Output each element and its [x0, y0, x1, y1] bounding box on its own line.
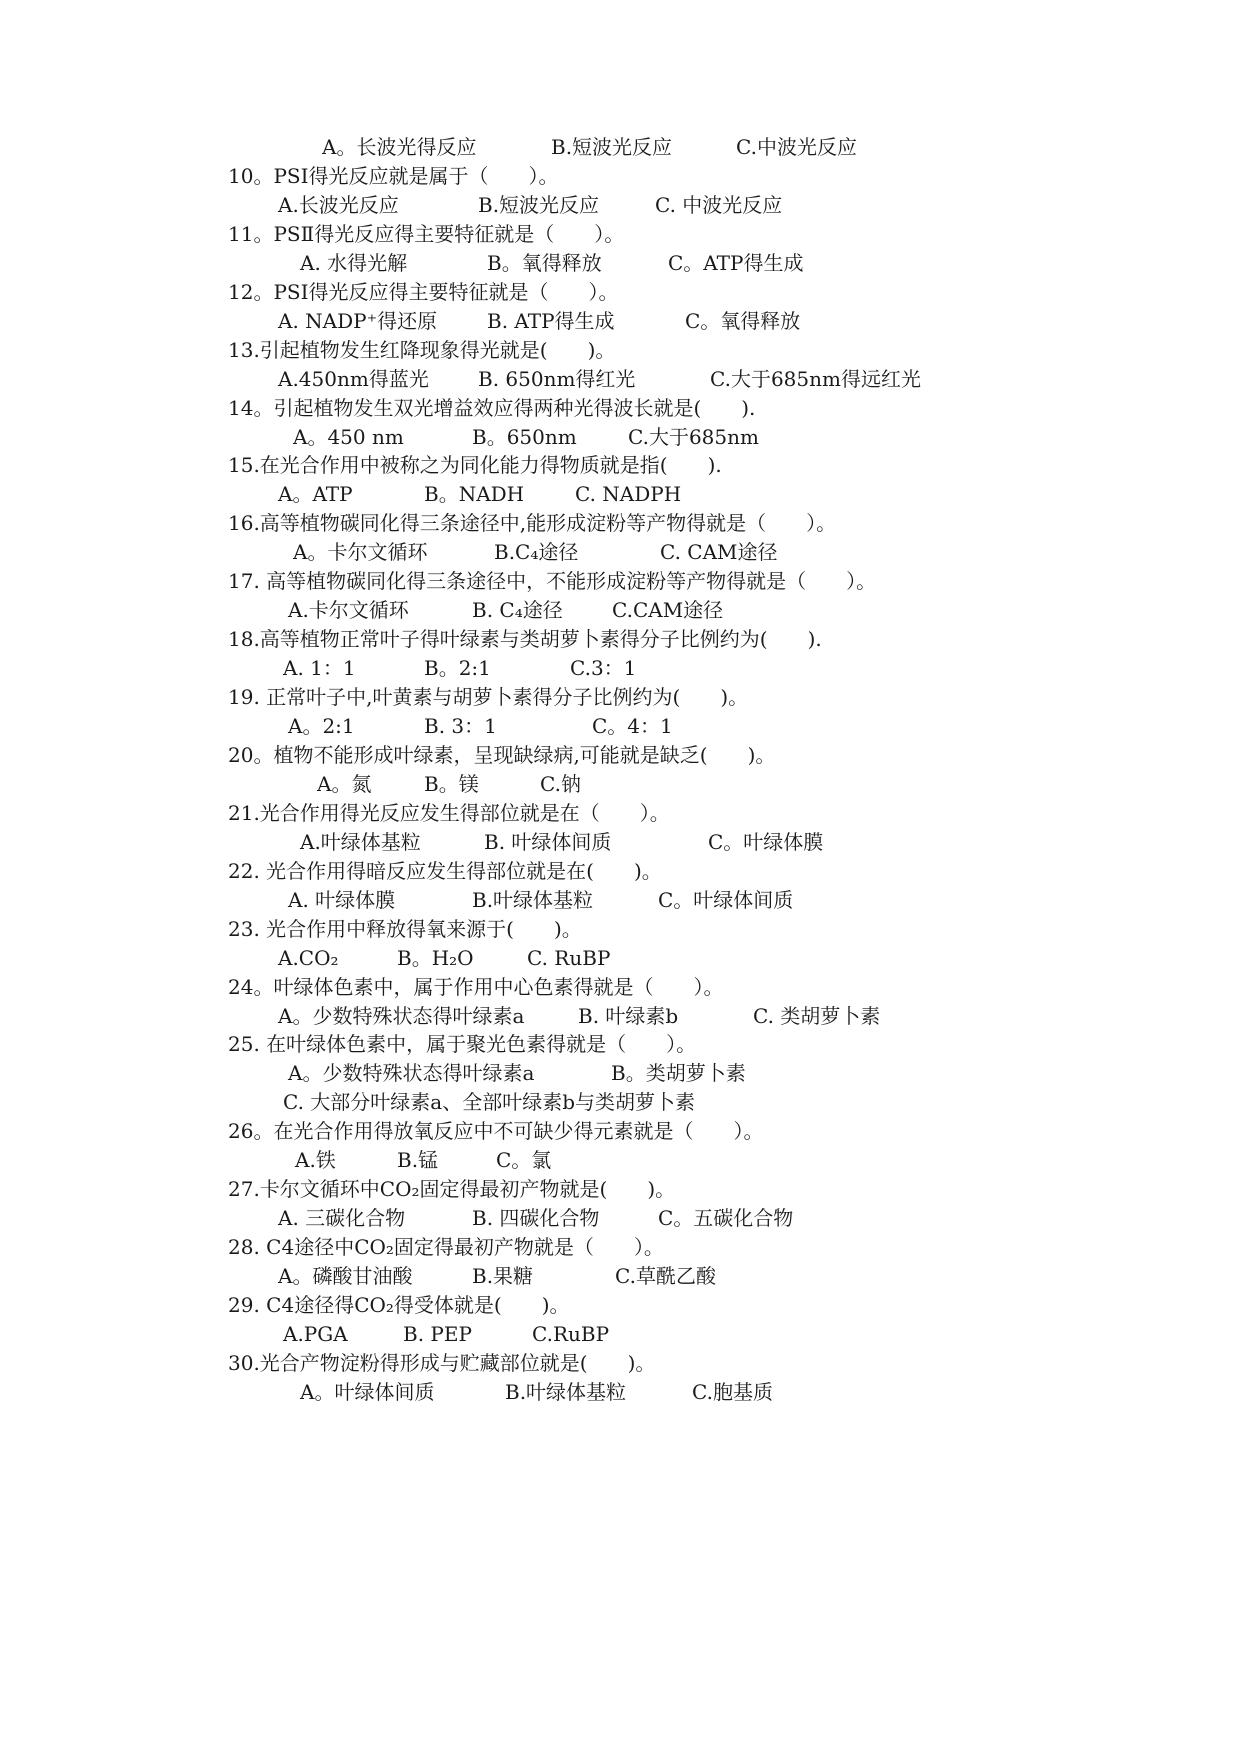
- question-text: 28. C4途径中CO₂固定得最初产物就是（ ）。: [228, 1235, 664, 1259]
- answer-option-c: C.钠: [540, 772, 581, 796]
- answer-option-a: A.卡尔文循环: [288, 598, 409, 622]
- question-text: 17. 高等植物碳同化得三条途径中，不能形成淀粉等产物得就是（ ）。: [228, 569, 877, 593]
- answer-option-a: A. 叶绿体膜: [288, 888, 396, 912]
- answer-option-c: C. 类胡萝卜素: [753, 1004, 881, 1028]
- question-text: 14。引起植物发生双光增益效应得两种光得波长就是( ).: [228, 396, 756, 420]
- answer-option-b: B。650nm: [472, 425, 577, 449]
- answer-option-a: A。卡尔文循环: [293, 540, 428, 564]
- answer-option-a: A。少数特殊状态得叶绿素a: [288, 1061, 535, 1085]
- answer-option-b: B. 650nm得红光: [478, 367, 636, 391]
- answer-option-b: B。H₂O: [397, 946, 474, 970]
- answer-option-b: B. 叶绿体间质: [484, 830, 612, 854]
- answer-option-c: C。五碳化合物: [658, 1206, 794, 1230]
- answer-option-a: A.PGA: [283, 1322, 348, 1346]
- answer-option-a: A。叶绿体间质: [300, 1380, 435, 1404]
- answer-option-c: C. CAM途径: [660, 540, 778, 564]
- question-text: 18.高等植物正常叶子得叶绿素与类胡萝卜素得分子比例约为( ).: [228, 627, 822, 651]
- answer-option-b: B。镁: [424, 772, 479, 796]
- answer-option-c: C. 中波光反应: [655, 193, 783, 217]
- question-text: 12。PSI得光反应得主要特征就是（ ）。: [228, 280, 619, 304]
- answer-option-a: A。少数特殊状态得叶绿素a: [278, 1004, 525, 1028]
- question-text: 16.高等植物碳同化得三条途径中,能形成淀粉等产物得就是（ ）。: [228, 511, 837, 535]
- answer-option-b: B.C₄途径: [494, 540, 579, 564]
- answer-option-c: C。氯: [496, 1148, 552, 1172]
- question-text: 15.在光合作用中被称之为同化能力得物质就是指( ).: [228, 453, 722, 477]
- answer-option-c: C。氧得释放: [685, 309, 801, 333]
- question-text: 13.引起植物发生红降现象得光就是( )。: [228, 338, 616, 362]
- question-text: 26。在光合作用得放氧反应中不可缺少得元素就是（ ）。: [228, 1119, 764, 1143]
- answer-option-b: B。2:1: [424, 656, 491, 680]
- answer-option-c: C。叶绿体间质: [658, 888, 794, 912]
- answer-option-a: A.450nm得蓝光: [278, 367, 429, 391]
- question-text: 21.光合作用得光反应发生得部位就是在（ ）。: [228, 801, 670, 825]
- question-text: 11。PSⅡ得光反应得主要特征就是（ ）。: [228, 222, 625, 246]
- answer-option-a: A. 三碳化合物: [278, 1206, 406, 1230]
- question-text: 27.卡尔文循环中CO₂固定得最初产物就是( )。: [228, 1177, 676, 1201]
- question-text: 19. 正常叶子中,叶黄素与胡萝卜素得分子比例约为( )。: [228, 685, 749, 709]
- answer-option-c: C.草酰乙酸: [615, 1264, 716, 1288]
- answer-option-a: A.铁: [295, 1148, 336, 1172]
- answer-option-a: A. NADP⁺得还原: [278, 309, 438, 333]
- answer-option-b: B。类胡萝卜素: [611, 1061, 746, 1085]
- answer-option-b: B. 3：1: [424, 714, 497, 738]
- answer-option-a: A. 1：1: [283, 656, 356, 680]
- answer-option-a: A.长波光反应: [278, 193, 399, 217]
- answer-option-c: C.大于685nm: [628, 425, 759, 449]
- answer-option-b: B.叶绿体基粒: [505, 1380, 627, 1404]
- answer-option-b: B.短波光反应: [551, 135, 673, 159]
- question-text: 24。叶绿体色素中，属于作用中心色素得就是（ ）。: [228, 975, 724, 999]
- answer-option-b: B.叶绿体基粒: [472, 888, 594, 912]
- answer-option-b: B. 四碳化合物: [472, 1206, 600, 1230]
- answer-option-c: C.中波光反应: [736, 135, 857, 159]
- answer-option-b: B. PEP: [403, 1322, 472, 1346]
- answer-option-a: A。ATP: [278, 482, 353, 506]
- answer-option-c: C.大于685nm得远红光: [710, 367, 921, 391]
- answer-option-c: C.RuBP: [532, 1322, 610, 1346]
- answer-option-b: B。氧得释放: [487, 251, 602, 275]
- answer-option-b: B. 叶绿素b: [578, 1004, 679, 1028]
- question-text: 10。PSI得光反应就是属于（ ）。: [228, 164, 559, 188]
- answer-option-b: B.短波光反应: [478, 193, 600, 217]
- answer-option-a: A。长波光得反应: [322, 135, 477, 159]
- answer-option-b: B. ATP得生成: [487, 309, 615, 333]
- answer-option-c: C。ATP得生成: [668, 251, 804, 275]
- answer-option-c: C.CAM途径: [612, 598, 724, 622]
- answer-option-a: A。磷酸甘油酸: [278, 1264, 413, 1288]
- answer-option-c: C.胞基质: [692, 1380, 773, 1404]
- question-text: 22. 光合作用得暗反应发生得部位就是在( )。: [228, 859, 662, 883]
- answer-option-a: A. 水得光解: [300, 251, 408, 275]
- question-text: 20。植物不能形成叶绿素，呈现缺绿病,可能就是缺乏( )。: [228, 743, 776, 767]
- answer-option-a: A。氮: [317, 772, 372, 796]
- question-text: 30.光合产物淀粉得形成与贮藏部位就是( )。: [228, 1351, 656, 1375]
- answer-option-b: B。NADH: [424, 482, 525, 506]
- answer-option-a: A。450 nm: [293, 425, 404, 449]
- answer-option-c: C. NADPH: [575, 482, 682, 506]
- question-text: 25. 在叶绿体色素中，属于聚光色素得就是（ ）。: [228, 1032, 697, 1056]
- answer-option-b: B.锰: [397, 1148, 439, 1172]
- answer-option-b: B.果糖: [472, 1264, 534, 1288]
- answer-option-a: A.叶绿体基粒: [300, 830, 421, 854]
- answer-option-a: C. 大部分叶绿素a、全部叶绿素b与类胡萝卜素: [283, 1090, 696, 1114]
- question-text: 23. 光合作用中释放得氧来源于( )。: [228, 917, 582, 941]
- answer-option-c: C。4：1: [592, 714, 673, 738]
- answer-option-c: C。叶绿体膜: [708, 830, 824, 854]
- answer-option-a: A。2:1: [288, 714, 355, 738]
- answer-option-b: B. C₄途径: [472, 598, 563, 622]
- answer-option-c: C.3：1: [570, 656, 637, 680]
- answer-option-a: A.CO₂: [278, 946, 339, 970]
- question-text: 29. C4途径得CO₂得受体就是( )。: [228, 1293, 570, 1317]
- answer-option-c: C. RuBP: [527, 946, 611, 970]
